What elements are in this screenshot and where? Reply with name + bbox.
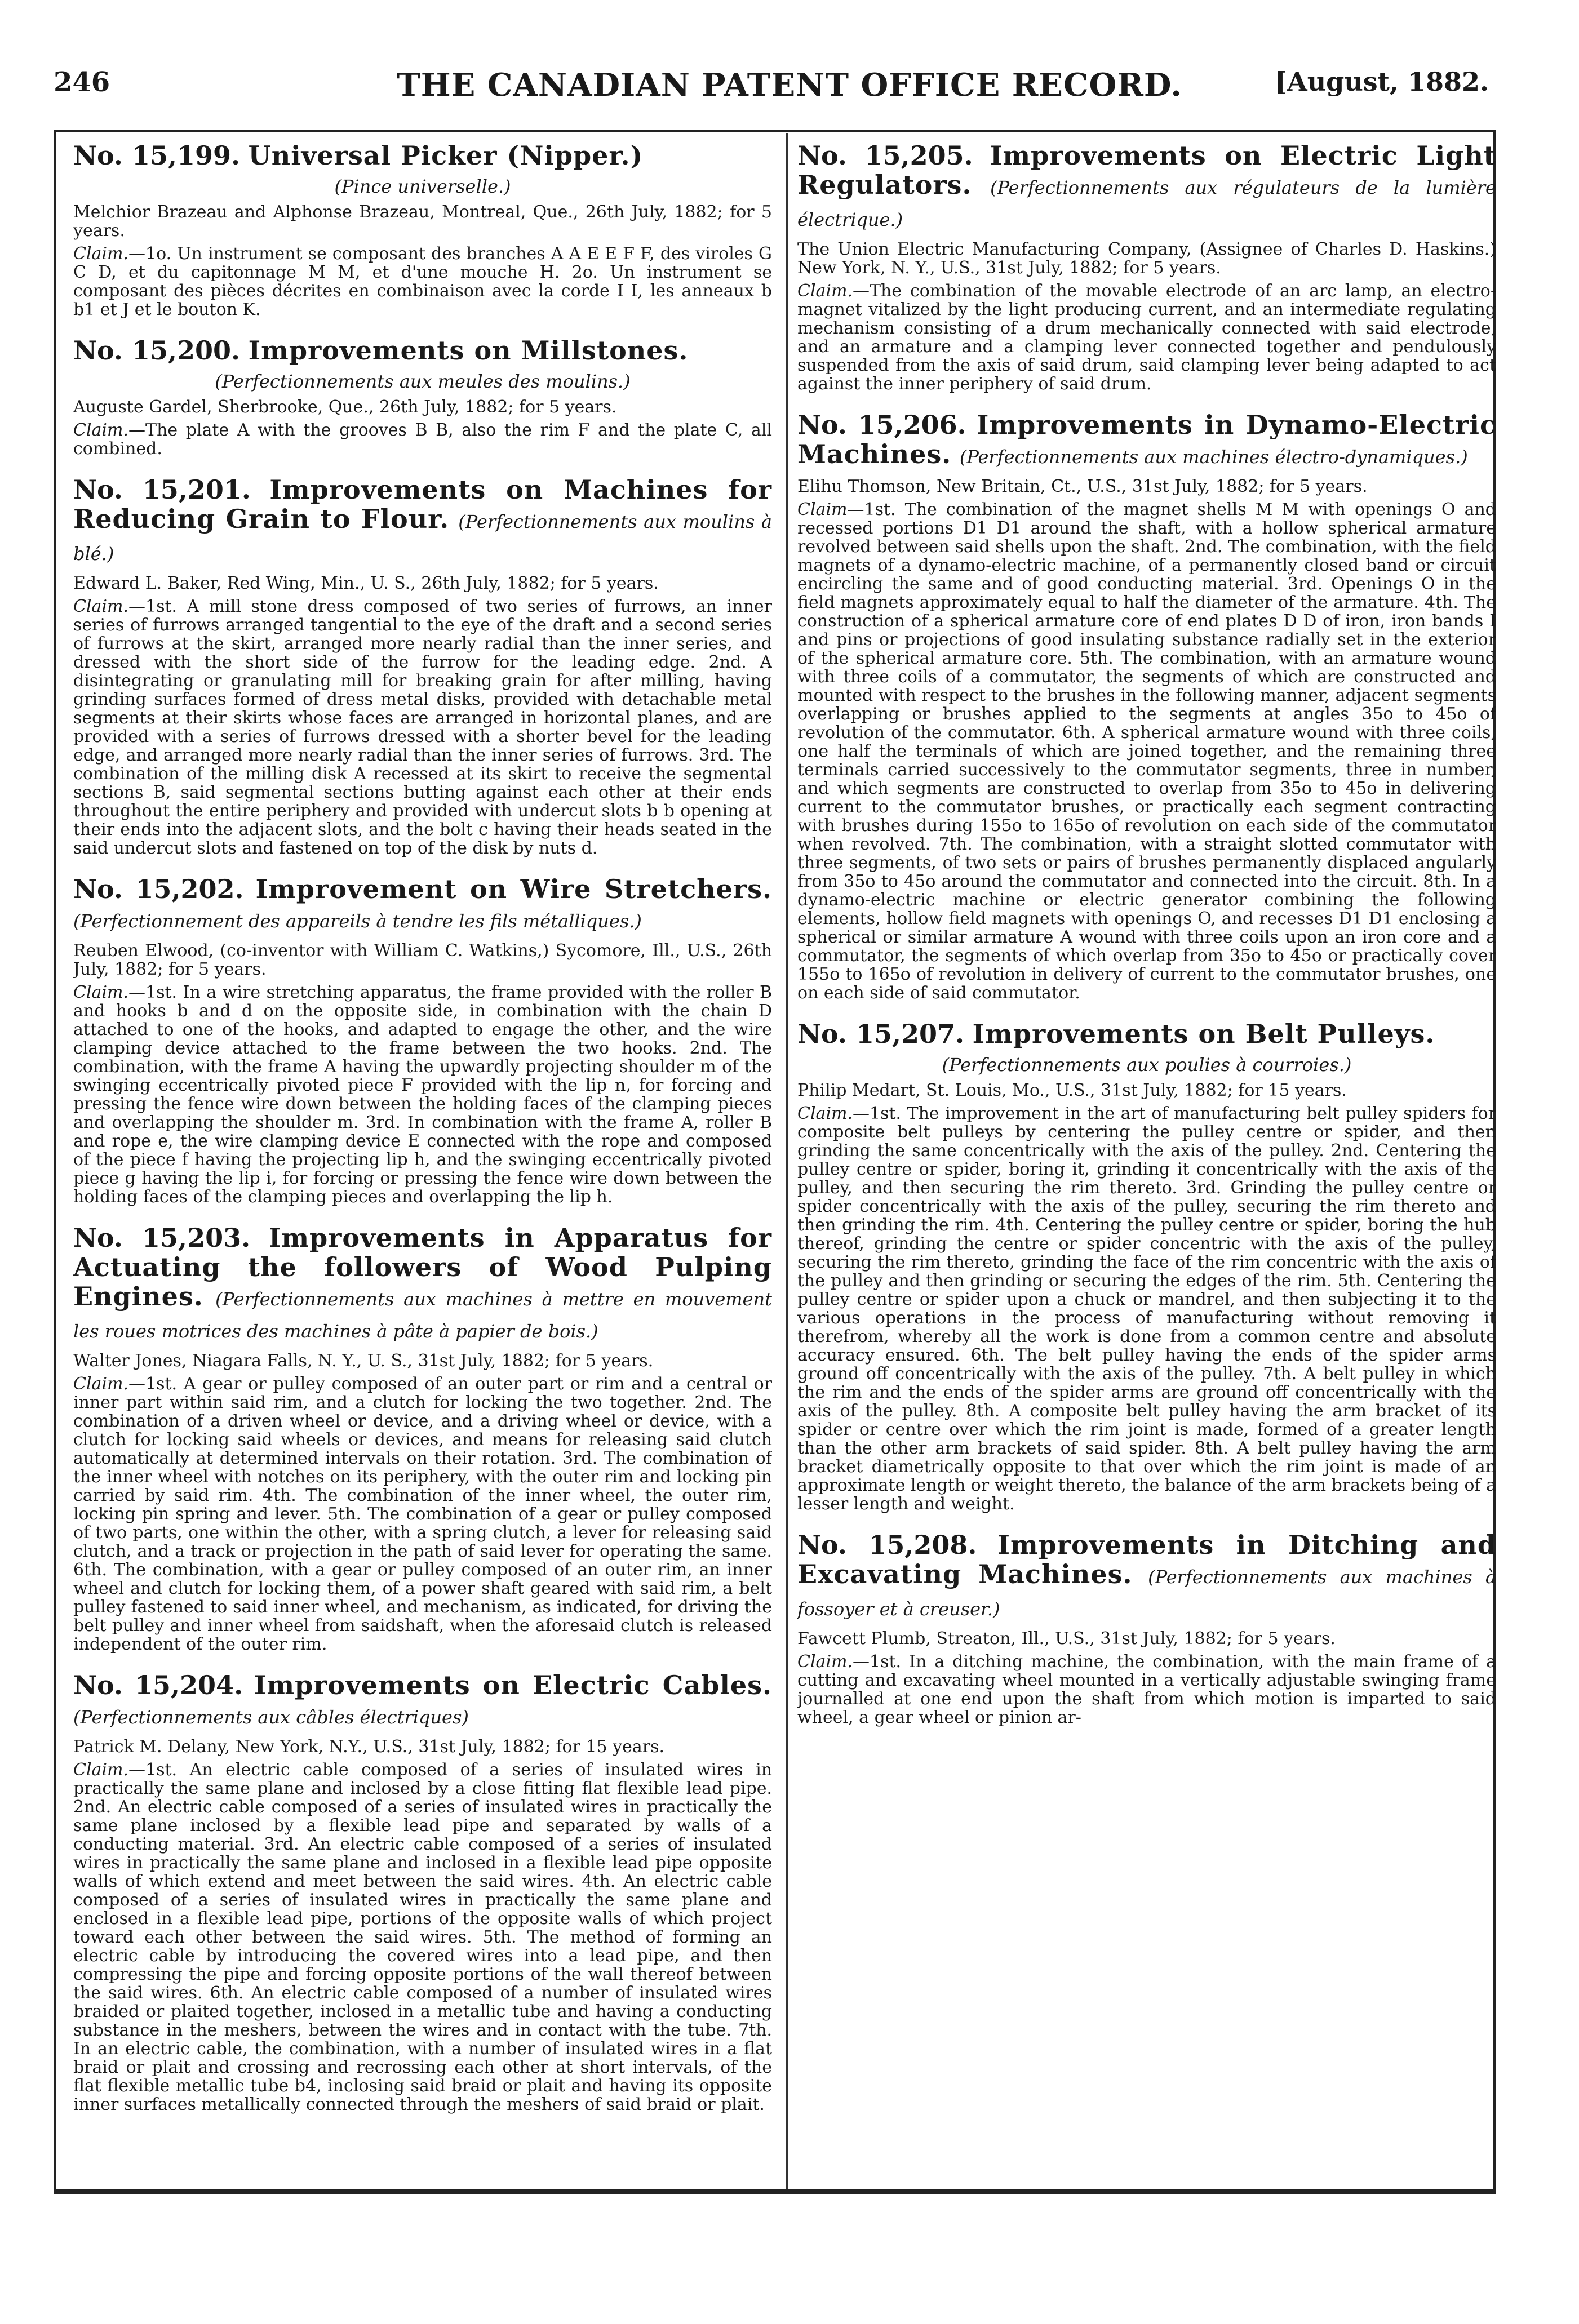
patent-entry: [73, 336, 772, 458]
patent-claim: [797, 500, 1496, 1002]
patent-entry: [73, 141, 772, 319]
right-column: [797, 141, 1496, 1744]
patent-french-title: (Perfectionnements aux meules des moulins.): [215, 371, 631, 392]
patent-inventors: Reuben Elwood, (co-inventor with William C. Watkins,) Sycomore, Ill., U.S., 26th July, 1882; for 5 years.: [73, 941, 772, 979]
patent-heading: [73, 336, 772, 365]
patent-title: Improvements on Machines for Reducing Grain to Flour.: [73, 474, 772, 534]
patent-number: No. 15,203.: [73, 1223, 251, 1253]
patent-title: Improvements on Millstones.: [248, 335, 689, 366]
claim-label: Claim.: [797, 281, 853, 301]
page-header: [0, 0, 1579, 124]
patent-heading: [73, 1223, 772, 1346]
patent-heading: [73, 874, 772, 936]
claim-text: —1st. A mill stone dress composed of two series of furrows, an inner series of furrows arranged tangential to the eye of the draft and a second series of furrows at the skirt, arranged more nearly radial than the inner series, and dressed with the short side of the furrow for the leading edge. 2nd. A disintegrating or granulating mill for breaking grain for after milling, having grinding surfaces formed of dress metal disks, provided with detachable metal segments at their skirts whose faces are arranged in horizontal planes, and are provided with a series of furrows dressed with a shorter bevel for the leading edge, and arranged more nearly radial than the inner series of furrows. 3rd. The combination of the milling disk A recessed at its skirt to receive the segmental sections B, said segmental sections butting against each other at their ends throughout the entire periphery and provided with undercut slots b b opening at their ends into the adjacent slots, and the bolt c having their heads seated in the said undercut slots and fastened on top of the disk by nuts d.: [73, 597, 772, 858]
patent-inventors: Melchior Brazeau and Alphonse Brazeau, Montreal, Que., 26th July, 1882; for 5 years.: [73, 202, 772, 241]
patent-heading: [797, 141, 1496, 234]
claim-label: Claim.: [73, 1760, 129, 1780]
patent-entry: [797, 410, 1496, 1002]
patent-claim: [797, 1104, 1496, 1513]
patent-inventors: Fawcett Plumb, Streaton, Ill., U.S., 31st July, 1882; for 5 years.: [797, 1629, 1336, 1648]
patent-number: No. 15,199.: [73, 141, 241, 171]
patent-claim: [73, 1761, 772, 2114]
patent-title: Improvements in Apparatus for Actuating the followers of Wood Pulping Engines.: [73, 1223, 772, 1312]
patent-inventors: Philip Medart, St. Louis, Mo., U.S., 31st July, 1882; for 15 years.: [797, 1081, 1347, 1100]
patent-number: No. 15,200.: [73, 335, 241, 366]
patent-heading: [797, 1019, 1496, 1048]
claim-text: —1st. A gear or pulley composed of an outer part or rim and a central or inner part within said rim, and a clutch for locking the two together. 2nd. The combination of a driven wheel or device, and a driving wheel or device, with a clutch for locking said wheels or devices, and means for releasing said clutch automatically at determined intervals on their rotation. 3rd. The combination of the inner wheel with notches on its periphery, with the outer rim and locking pin carried by said rim. 4th. The combination of the inner wheel, the outer rim, locking pin spring and lever. 5th. The combination of a gear or pulley composed of two parts, one within the other, with a spring clutch, a lever for releasing said clutch, and a track or projection in the path of said lever for operating the same. 6th. The combination, with a gear or pulley composed of an outer rim, an inner wheel and clutch for locking them, of a power shaft geared with said rim, a belt pulley fastened to said inner wheel, and mechanism, as indicated, for driving the belt pulley and inner wheel from saidshaft, when the aforesaid clutch is released independent of the outer rim.: [73, 1374, 772, 1654]
claim-label: Claim.: [73, 1374, 129, 1394]
patent-french-title: (Pince universelle.): [334, 176, 511, 197]
patent-french-title: (Perfectionnements aux câbles électriques): [73, 1707, 469, 1728]
claim-text: —1st. An electric cable composed of a series of insulated wires in practically the same plane and inclosed by a close fitting flat flexible lead pipe. 2nd. An electric cable composed of a series of insulated wires in practically the same plane inclosed by a flexible lead pipe and separated by walls of a conducting material. 3rd. An electric cable composed of a series of insulated wires in practically the same plane and inclosed in a flexible lead pipe opposite walls of which extend and meet between the said wires. 4th. An electric cable composed of a series of insulated wires in practically the same plane and enclosed in a flexible lead pipe, portions of the opposite walls of which project toward each other between the said wires. 5th. The method of forming an electric cable by introducing the covered wires into a lead pipe, and then compressing the pipe and forcing opposite portions of the wall thereof between the said wires. 6th. An electric cable composed of a number of insulated wires braided or plaited together, inclosed in a metallic tube and having a conducting substance in the meshers, between the wires and in contact with the tube. 7th. In an electric cable, the combination, with a number of insulated wires in a flat braid or plait and crossing and recrossing each other at short intervals, of the flat flexible metallic tube b4, inclosing said braid or plait and having its opposite inner surfaces metallically connected through the meshers of said braid or plait.: [73, 1760, 772, 2114]
claim-text: —The plate A with the grooves B B, also the rim F and the plate C, all combined.: [73, 420, 772, 459]
patent-french-title: (Perfectionnements aux poulies à courroies.): [942, 1054, 1352, 1076]
patent-number: No. 15,204.: [73, 1670, 243, 1700]
claim-label: Claim.: [73, 420, 129, 440]
patent-inventors: Auguste Gardel, Sherbrooke, Que., 26th July, 1882; for 5 years.: [73, 397, 617, 417]
publication-title: THE CANADIAN PATENT OFFICE RECORD.: [397, 66, 1182, 104]
patent-entry: [797, 1530, 1496, 1727]
patent-number: No. 15,208.: [797, 1530, 977, 1560]
patent-heading: [73, 141, 772, 170]
patent-heading: [797, 1530, 1496, 1624]
patent-title: Universal Picker (Nipper.): [248, 141, 644, 171]
patent-claim: [73, 245, 772, 319]
patent-entry: [73, 874, 772, 1206]
patent-claim: [797, 282, 1496, 393]
patent-heading: [73, 475, 772, 568]
patent-number: No. 15,205.: [797, 141, 973, 171]
patent-entry: [797, 141, 1496, 393]
patent-number: No. 15,201.: [73, 474, 251, 505]
patent-claim: [73, 983, 772, 1206]
claim-label: Claim.: [797, 1104, 853, 1123]
patent-title: Improvements on Electric Cables.: [254, 1670, 772, 1700]
claim-text: —1st. The combination of the magnet shells M M with openings O and recessed portions D1 D1 around the shaft, with a hollow spherical armature revolved between said shells upon the shaft. 2nd. The combination, with the field magnets of a dynamo-electric machine, of a permanently closed band or circuit encircling the same and of good conducting material. 3rd. Openings O in the field magnets approximately equal to half the diameter of the armature. 4th. The construction of a spherical armature core of end plates D D of iron, iron bands I and pins or projections of good insulating substance radially set in the exterior of the spherical armature core. 5th. The combination, with an armature wound with three coils of a commutator, the segments of which are constructed and mounted with respect to the brushes in the following manner, adjacent segments overlapping or brushes applied to the segments at angles 35o to 45o of revolution of the commutator. 6th. A spherical armature wound with three coils, one half the terminals of which are joined together, and the remaining three terminals carried successively to the commutator segments, three in number, and which segments are constructed to overlap from 35o to 45o in delivering current to the commutator brushes, or practically each segment contracting with brushes during 155o to 165o of revolution on each side of the commutator when revolved. 7th. The combination, with a straight slotted commutator with three segments, of two sets or pairs of brushes permanently displaced angularly from 35o to 45o around the commutator and connected into the circuit. 8th. In a dynamo-electric machine or electric generator combining the following elements, hollow field magnets with openings O, and recesses D1 D1 enclosing a spherical or similar armature A wound with three coils upon an iron core and a commutator, the segments of which overlap from 35o to 45o or practically cover 155o to 165o of revolution in delivery of current to the commutator brushes, one on each side of said commutator.: [797, 500, 1496, 1003]
patent-claim: [73, 1375, 772, 1654]
patent-entry: [73, 1223, 772, 1654]
claim-text: —1st. The improvement in the art of manufacturing belt pulley spiders for composite belt pulleys by centering the pulley centre or spider, and then grinding the same concentrically with the axis of the pulley. 2nd. Centering the pulley centre or spider, boring it, grinding it concentrically with the axis of the pulley, and then securing the rim thereto. 3rd. Grinding the pulley centre or spider concentrically with the axis of the pulley, securing the rim thereto and then grinding the rim. 4th. Centering the pulley centre or spider, boring the hub thereof, grinding the centre or spider concentric with the axis of the pulley, securing the rim thereto, grinding the face of the rim concentric with the axis of the pulley and then grinding or securing the edges of the rim. 5th. Centering the pulley centre or spider upon a chuck or mandrel, and then subjecting it to the various operations in the process of manufacturing without removing it therefrom, whereby all the work is done from a common centre and absolute accuracy ensured. 6th. The belt pulley having the ends of the spider arms ground off concentrically with the axis of the pulley. 7th. A belt pulley in which the rim and the ends of the spider arms are ground off concentrically with the axis of the pulley. 8th. A composite belt pulley having the arm bracket of its spider or centre over which the rim joint is made, formed of a greater length than the other arm brackets of said spider. 8th. A belt pulley having the arm bracket diametrically opposite to that over which the rim joint is made of an approximate length or weight thereto, the balance of the arm brackets being of a lesser length and weight.: [797, 1104, 1496, 1514]
patent-inventors: The Union Electric Manufacturing Company, (Assignee of Charles D. Haskins.) New York, N. Y., U.S., 31st July, 1882; for 5 years.: [797, 239, 1496, 278]
claim-label: Claim.: [73, 983, 129, 1002]
patent-french-title: (Perfectionnements aux machines à mettre en mouvement les roues motrices des machines à pâte à papier de bois.): [73, 1288, 772, 1342]
issue-date: [August, 1882.: [1275, 66, 1489, 97]
patent-entry: [73, 1670, 772, 2114]
patent-title: Improvements in Ditching and Excavating Machines.: [797, 1530, 1496, 1589]
patent-inventors: Elihu Thomson, New Britain, Ct., U.S., 31st July, 1882; for 5 years.: [797, 477, 1368, 496]
patent-french-title: (Perfectionnements aux machines à fossoyer et à creuser.): [797, 1566, 1496, 1620]
patent-inventors: Patrick M. Delany, New York, N.Y., U.S., 31st July, 1882; for 15 years.: [73, 1737, 665, 1757]
patent-entry: [73, 475, 772, 857]
patent-french-title: (Perfectionnements aux moulins à blé.): [73, 511, 772, 565]
patent-entry: [797, 1019, 1496, 1513]
patent-heading: [797, 410, 1496, 472]
patent-heading: [73, 1670, 772, 1732]
claim-text: —1st. In a ditching machine, the combination, with the main frame of a cutting and excavating wheel mounted in a vertically adjustable swinging frame journalled at one end upon the shaft from which motion is imparted to said wheel, a gear wheel or pinion ar-: [797, 1652, 1496, 1727]
claim-text: —1o. Un instrument se composant des branches A A E E F F, des viroles G C D, et du capitonnage M M, et d'une mouche H. 2o. Un instrument se composant des pièces décrites en combinaison avec la corde I I, les anneaux b b1 et J et le bouton K.: [73, 244, 772, 319]
patent-claim: [73, 597, 772, 857]
claim-text: —The combination of the movable electrode of an arc lamp, an electro-magnet vitalized by the light producing current, and an intermediate regulating mechanism consisting of a drum mechanically connected with said electrode, and an armature and a clamping lever connected together and pendulously suspended from the axis of said drum, said clamping lever being adapted to act against the inner periphery of said drum.: [797, 281, 1496, 394]
claim-label: Claim.: [73, 597, 129, 616]
claim-text: —1st. In a wire stretching apparatus, the frame provided with the roller B and hooks b and d on the opposite side, in combination with the chain D attached to one of the hooks, and adapted to engage the other, and the wire clamping device attached to the frame between the two hooks. 2nd. The combination, with the frame A having the upwardly projecting shoulder m of the swinging eccentrically pivoted piece F provided with the lip n, for forcing and pressing the fence wire down between the holding faces of the clamping pieces and overlapping the shoulder m. 3rd. In combination with the frame A, roller B and rope e, the wire clamping device E connected with the rope and composed of the piece f having the projecting lip h, and the swinging eccentrically pivoted piece g having the lip i, for forcing or pressing the fence wire down between the holding faces of the clamping pieces and overlapping the lip h.: [73, 983, 772, 1207]
patent-number: No. 15,202.: [73, 874, 244, 904]
patent-title: Improvement on Wire Stretchers.: [255, 874, 772, 904]
patent-title: Improvements in Dynamo-Electric Machines.: [797, 410, 1496, 469]
left-column: [73, 141, 772, 2131]
patent-number: No. 15,207.: [797, 1019, 965, 1049]
claim-label: Claim: [797, 500, 848, 519]
patent-number: No. 15,206.: [797, 410, 966, 440]
patent-french-title: (Perfectionnement des appareils à tendre les fils métalliques.): [73, 910, 642, 932]
patent-french-title: (Perfectionnements aux machines électro-dynamiques.): [959, 446, 1468, 468]
patent-claim: [797, 1652, 1496, 1727]
patent-inventors: Walter Jones, Niagara Falls, N. Y., U. S., 31st July, 1882; for 5 years.: [73, 1351, 654, 1371]
patent-title: Improvements on Belt Pulleys.: [972, 1019, 1435, 1049]
patent-inventors: Edward L. Baker, Red Wing, Min., U. S., 26th July, 1882; for 5 years.: [73, 574, 659, 593]
claim-label: Claim.: [797, 1652, 853, 1672]
patent-title: Improvements on Electric Light Regulators.: [797, 141, 1496, 200]
patent-claim: [73, 421, 772, 458]
page-number: 246: [54, 66, 110, 98]
patent-french-title: (Perfectionnements aux régulateurs de la lumière électrique.): [797, 177, 1496, 230]
claim-label: Claim.: [73, 244, 129, 264]
column-divider: [786, 133, 788, 2189]
